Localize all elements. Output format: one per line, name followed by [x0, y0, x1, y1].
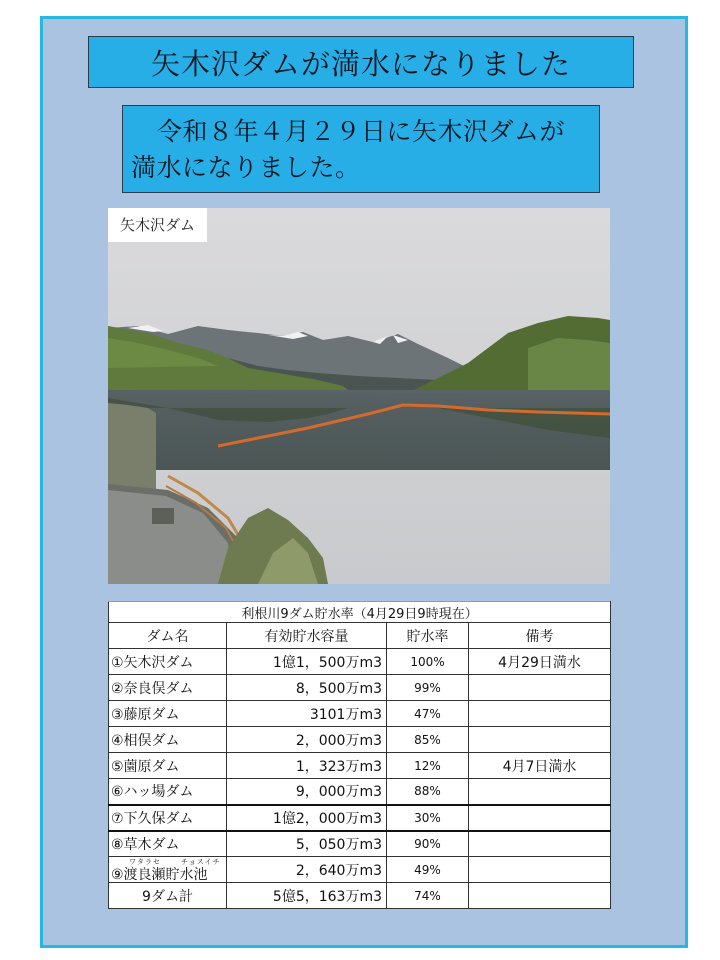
dam-rate: 49% — [387, 857, 469, 883]
photo-caption: 矢木沢ダム — [108, 208, 207, 242]
dam-note — [469, 779, 611, 805]
dam-rate: 90% — [387, 831, 469, 857]
dam-name: ④相俣ダム — [109, 727, 227, 753]
header-rate: 貯水率 — [387, 623, 469, 649]
dam-name: ⑨渡良瀬貯水池 — [111, 866, 208, 883]
dam-note — [469, 805, 611, 831]
dam-note — [469, 675, 611, 701]
dam-photo — [108, 208, 610, 584]
dam-name: ⑤薗原ダム — [109, 753, 227, 779]
total-rate: 74% — [387, 883, 469, 909]
ruby-watarase: ワタラセ — [129, 858, 161, 866]
dam-rate: 100% — [387, 649, 469, 675]
header-note: 備考 — [469, 623, 611, 649]
ruby-chosuichi: チョスイチ — [181, 858, 221, 866]
table-row — [109, 701, 611, 727]
dam-capacity: 5，050万m3 — [227, 831, 387, 857]
table-row — [109, 675, 611, 701]
header-dam-name: ダム名 — [109, 623, 227, 649]
table-caption: 利根川9ダム貯水率（4月29日9時現在） — [109, 602, 611, 623]
announcement-text: 令和８年４月２９日に矢木沢ダムが満水になりました。 — [122, 105, 600, 193]
dam-capacity: 2，000万m3 — [227, 727, 387, 753]
dam-capacity: 1，323万m3 — [227, 753, 387, 779]
dam-capacity: 3101万m3 — [227, 701, 387, 727]
dam-capacity: 8，500万m3 — [227, 675, 387, 701]
dam-name-with-ruby — [109, 857, 227, 883]
dam-name: ②奈良俣ダム — [109, 675, 227, 701]
dam-capacity: 1億1，500万m3 — [227, 649, 387, 675]
dam-name: ③藤原ダム — [109, 701, 227, 727]
dam-note — [469, 727, 611, 753]
table-row — [109, 857, 611, 883]
dam-storage-table — [108, 601, 610, 909]
dam-landscape-image — [108, 208, 610, 584]
dam-name: ①矢木沢ダム — [109, 649, 227, 675]
dam-rate: 88% — [387, 779, 469, 805]
total-note — [469, 883, 611, 909]
dam-note — [469, 857, 611, 883]
dam-name: ⑧草木ダム — [109, 831, 227, 857]
dam-capacity: 2，640万m3 — [227, 857, 387, 883]
dam-note: 4月7日満水 — [469, 753, 611, 779]
total-name: 9ダム計 — [109, 883, 227, 909]
dam-note — [469, 701, 611, 727]
dam-rate: 85% — [387, 727, 469, 753]
total-capacity: 5億5，163万m3 — [227, 883, 387, 909]
dam-note: 4月29日満水 — [469, 649, 611, 675]
dam-rate: 30% — [387, 805, 469, 831]
table-total-row — [109, 883, 611, 909]
dam-capacity: 1億2，000万m3 — [227, 805, 387, 831]
dam-rate: 12% — [387, 753, 469, 779]
dam-name: ⑦下久保ダム — [109, 805, 227, 831]
table-row — [109, 649, 611, 675]
table-row — [109, 727, 611, 753]
dam-name: ⑥ハッ場ダム — [109, 779, 227, 805]
table-row — [109, 831, 611, 857]
dam-rate: 47% — [387, 701, 469, 727]
table-row — [109, 805, 611, 831]
dam-rate: 99% — [387, 675, 469, 701]
dam-capacity: 9，000万m3 — [227, 779, 387, 805]
table-row — [109, 779, 611, 805]
dam-note — [469, 831, 611, 857]
header-capacity: 有効貯水容量 — [227, 623, 387, 649]
table-row — [109, 753, 611, 779]
page-title: 矢木沢ダムが満水になりました — [88, 36, 634, 88]
